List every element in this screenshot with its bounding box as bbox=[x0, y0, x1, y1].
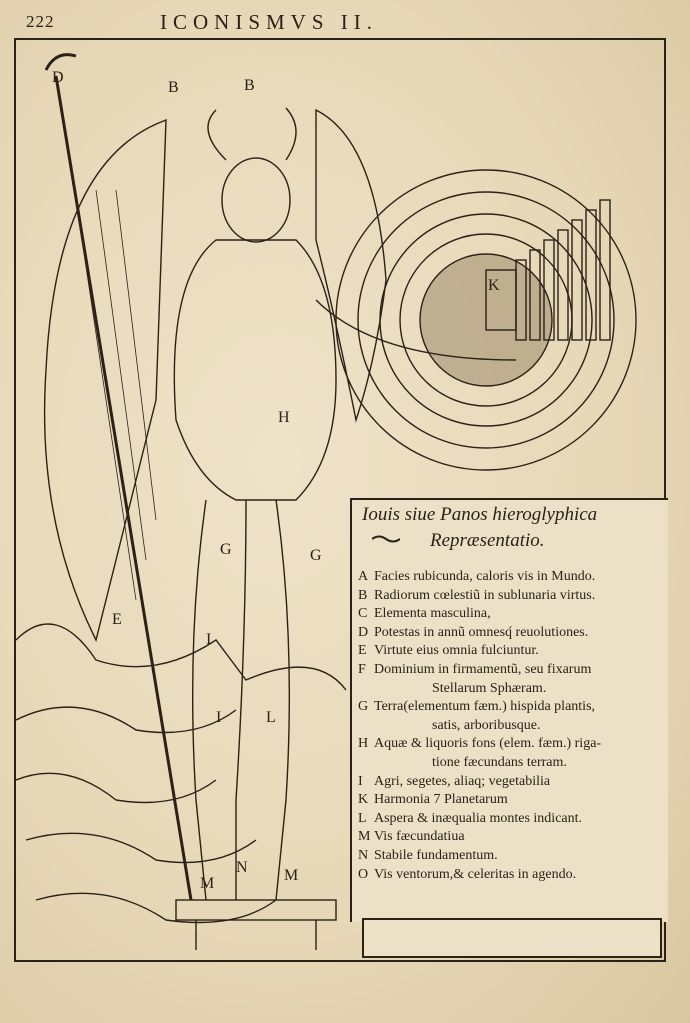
legend-title: Iouis siue Panos hieroglyphica bbox=[362, 504, 598, 525]
right-wing bbox=[316, 110, 386, 420]
figure-label-B: B bbox=[168, 79, 179, 96]
figure-label-L: L bbox=[266, 709, 276, 726]
figure-label-G: G bbox=[310, 547, 322, 564]
legend-item: D Potestas in annũ omnesq́ reuolutiones. bbox=[358, 624, 589, 640]
legend-item: H Aquæ & liquoris fons (elem. fæm.) riga- bbox=[358, 736, 602, 752]
legend-item: K Harmonia 7 Planetarum bbox=[358, 792, 508, 808]
empty-bottom-box bbox=[362, 918, 662, 958]
legend-list bbox=[358, 568, 670, 884]
pedestal bbox=[176, 900, 336, 920]
figure-label-M: M bbox=[200, 875, 215, 892]
page-title: ICONISMVS II. bbox=[160, 10, 379, 34]
legend-subtitle: Repræsentatio. bbox=[430, 530, 545, 551]
legend-panel bbox=[350, 498, 668, 922]
figure-label-H: H bbox=[278, 409, 290, 426]
satyr-head bbox=[222, 158, 290, 242]
legend-item: C Elementa masculina, bbox=[358, 606, 491, 622]
legend-item: L Aspera & inæqualia montes indicant. bbox=[358, 810, 583, 826]
legend-item: A Facies rubicunda, caloris vis in Mundo. bbox=[358, 569, 596, 584]
legend-item: O Vis ventorum,& celeritas in agendo. bbox=[358, 866, 577, 882]
figure-label-D: D bbox=[52, 69, 64, 86]
page-number: 222 bbox=[26, 12, 55, 31]
horns bbox=[208, 108, 296, 160]
legend-item-continuation: Stellarum Sphæram. bbox=[432, 680, 547, 696]
legend-item: I Agri, segetes, aliaq; vegetabilia bbox=[358, 773, 551, 789]
figure-label-E: E bbox=[112, 611, 122, 628]
landscape-hills bbox=[16, 624, 346, 690]
legend-item-continuation: satis, arboribusque. bbox=[432, 717, 541, 733]
figure-label-M: M bbox=[284, 867, 299, 884]
ornament-icon bbox=[372, 534, 400, 544]
legend-item: G Terra(elementum fæm.) hispida plantis, bbox=[358, 699, 596, 715]
organ-pipes bbox=[516, 200, 610, 340]
figure-label-I: I bbox=[216, 709, 222, 726]
legend-item: B Radiorum cœlestiũ in sublunaria virtus. bbox=[358, 587, 596, 603]
page-header bbox=[0, 8, 690, 36]
legend-item-continuation: tione fæcundans terram. bbox=[432, 754, 567, 770]
figure-label-N: N bbox=[236, 859, 248, 876]
legend-item: F Dominium in firmamentũ, seu fixarum bbox=[358, 661, 592, 677]
torso bbox=[174, 240, 336, 500]
legend-item: M Vis fæcundatiua bbox=[358, 829, 465, 845]
legend-item: N Stabile fundamentum. bbox=[358, 847, 498, 863]
figure-label-G: G bbox=[220, 541, 232, 558]
figure-label-K: K bbox=[488, 277, 500, 294]
legend-item: E Virtute eius omnia fulciuntur. bbox=[358, 643, 539, 659]
crook-staff bbox=[46, 55, 191, 900]
figure-label-I: I bbox=[206, 631, 212, 648]
figure-label-B: B bbox=[244, 77, 255, 94]
